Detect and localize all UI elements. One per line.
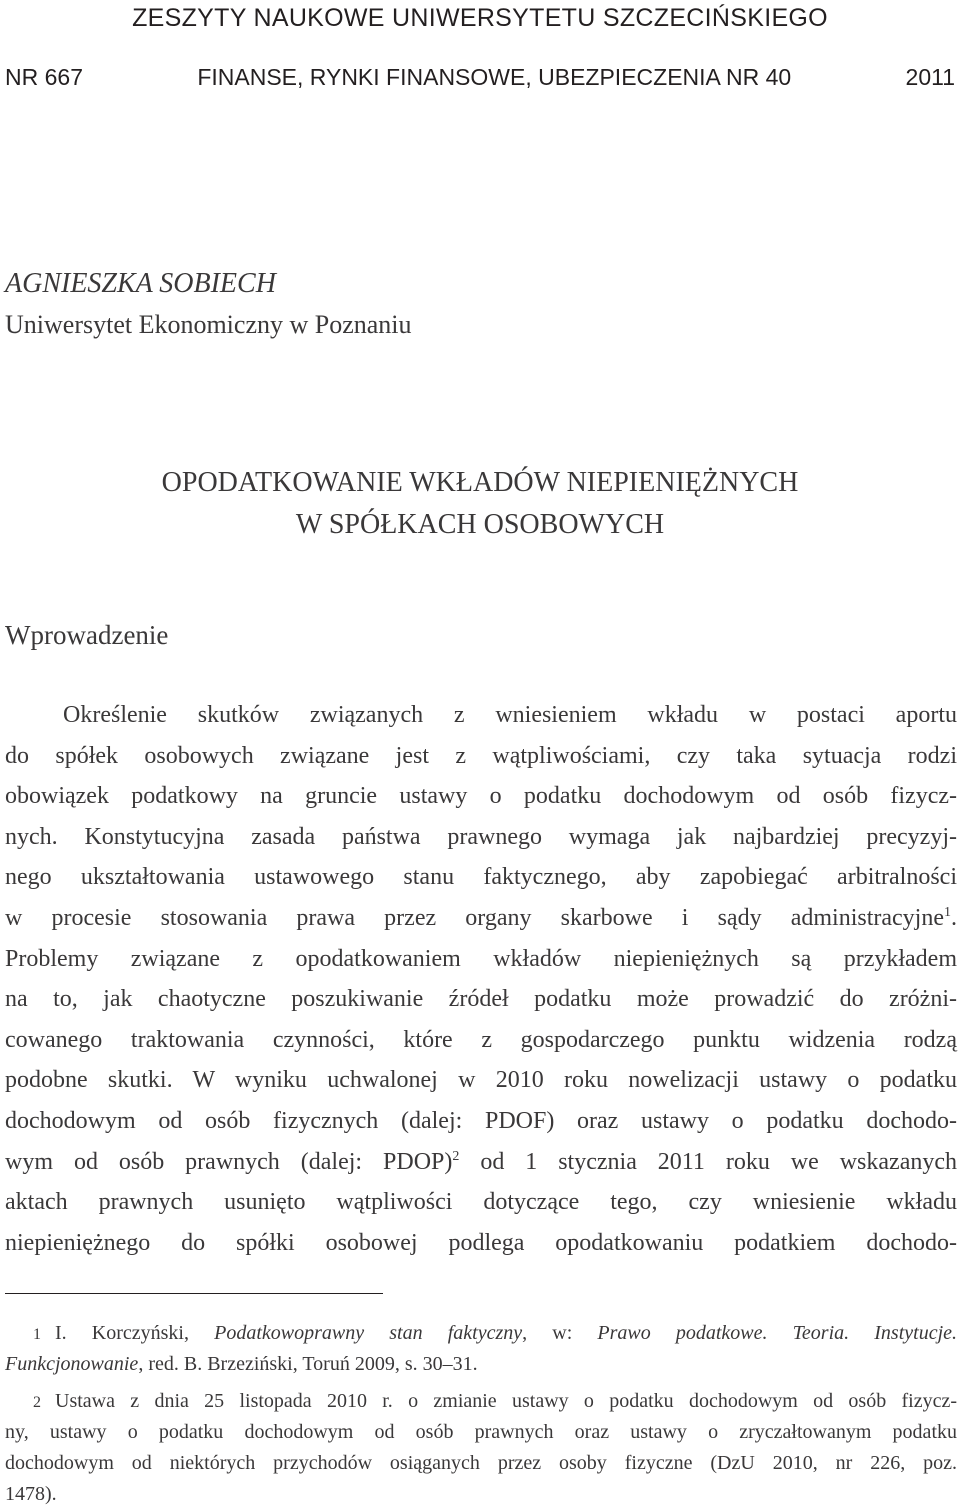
footnote-2-line: ny, ustawy o podatku dochodowym od osób prawnych oraz ustawy o zryczałtowanym podatku (5, 1421, 957, 1443)
body-line: niepieniężnego do spółki osobowej podlega opodatkowaniu podatkiem dochodo- (5, 1229, 957, 1256)
body-line: Problemy związane z opodatkowaniem wkładów niepieniężnych są przykładem (5, 945, 957, 972)
section-heading: Wprowadzenie (5, 620, 169, 650)
footnote-ref-2[interactable]: 2 (452, 1148, 460, 1164)
body-line-text: wym od osób prawnych (dalej: PDOP) (5, 1148, 453, 1175)
body-line: do spółek osobowych związane jest z wątpliwościami, czy taka sytuacja rodzi (5, 742, 957, 769)
footnote-number: 2 (33, 1394, 41, 1411)
body-line-punct: . (951, 904, 957, 931)
footnote-2-line: 1478). (5, 1483, 57, 1505)
body-line: na to, jak chaotyczne poszukiwanie źródeł podatku może prowadzić do zróżni- (5, 986, 957, 1013)
body-line: Określenie skutków związanych z wniesieniem wkładu w postaci aportu (63, 702, 957, 728)
footnotes (5, 1318, 957, 1510)
footnote-text: , red. B. Brzeziński, Toruń 2009, s. 30–31. (138, 1353, 478, 1375)
body-line: dochodowym od osób fizycznych (dalej: PDOF) oraz ustawy o podatku dochodo- (5, 1107, 957, 1134)
footnote-text: I. Korczyński, (55, 1322, 215, 1344)
footnote-2-line: dochodowym od niektórych przychodów osiąganych przez osoby fizyczne (DzU 2010, nr 226, poz. (5, 1452, 957, 1474)
footnote-text: Ustawa z dnia 25 listopada 2010 r. o zmianie ustawy o podatku dochodowym od osób fizycz- (55, 1390, 957, 1412)
footnote-text: Prawo podatkowe. Teoria. Instytucje. (597, 1322, 958, 1344)
issue-year: 2011 (905, 64, 955, 90)
author-name: AGNIESZKA SOBIECH (5, 268, 276, 299)
article-title (0, 462, 960, 546)
footnote-ref-1[interactable]: 1 (944, 904, 951, 920)
issue-line (5, 64, 955, 91)
body-line: nych. Konstytucyjna zasada państwa prawnego wymaga jak najbardziej precyzyj- (5, 823, 957, 850)
footnote-text: , w: (522, 1322, 598, 1344)
footnote-2-line (5, 1386, 957, 1417)
body-line: obowiązek podatkowy na gruncie ustawy o podatku dochodowym od osób fizycz- (5, 783, 957, 810)
body-line: aktach prawnych usunięto wątpliwości dotyczące tego, czy wniesienie wkładu (5, 1189, 957, 1216)
body-line (5, 898, 957, 939)
body-line: podobne skutki. W wyniku uchwalonej w 2010 roku nowelizacji ustawy o podatku (5, 1067, 957, 1094)
body-line-text: od 1 stycznia 2011 roku we wskazanych (459, 1148, 958, 1175)
author-affiliation: Uniwersytet Ekonomiczny w Poznaniu (5, 310, 412, 339)
footnote-divider (5, 1293, 383, 1294)
body-line (5, 1142, 957, 1183)
article-title-line-2: W SPÓŁKACH OSOBOWYCH (295, 509, 665, 540)
footnote-1-line (5, 1349, 957, 1380)
body-line-text: w procesie stosowania prawa przez organy skarbowe i sądy administracyjne (5, 904, 944, 931)
series-title: FINANSE, RYNKI FINANSOWE, UBEZPIECZENIA NR 40 (197, 64, 792, 90)
footnote-number: 1 (33, 1326, 41, 1343)
footnote-1-line (5, 1318, 957, 1349)
journal-title: ZESZYTY NAUKOWE UNIWERSYTETU SZCZECIŃSKIEGO (132, 4, 828, 32)
footnote-text: Podatkowoprawny stan faktyczny (214, 1322, 523, 1344)
body-line: cowanego traktowania czynności, które z gospodarczego punktu widzenia rodzą (5, 1026, 957, 1053)
body-paragraph (5, 695, 957, 1263)
body-line: nego ukształtowania ustawowego stanu faktycznego, aby zapobiegać arbitralności (5, 864, 957, 891)
issue-number: NR 667 (5, 64, 83, 90)
article-title-line-1: OPODATKOWANIE WKŁADÓW NIEPIENIĘŻNYCH (161, 467, 799, 498)
footnote-text: Funkcjonowanie (5, 1353, 139, 1375)
